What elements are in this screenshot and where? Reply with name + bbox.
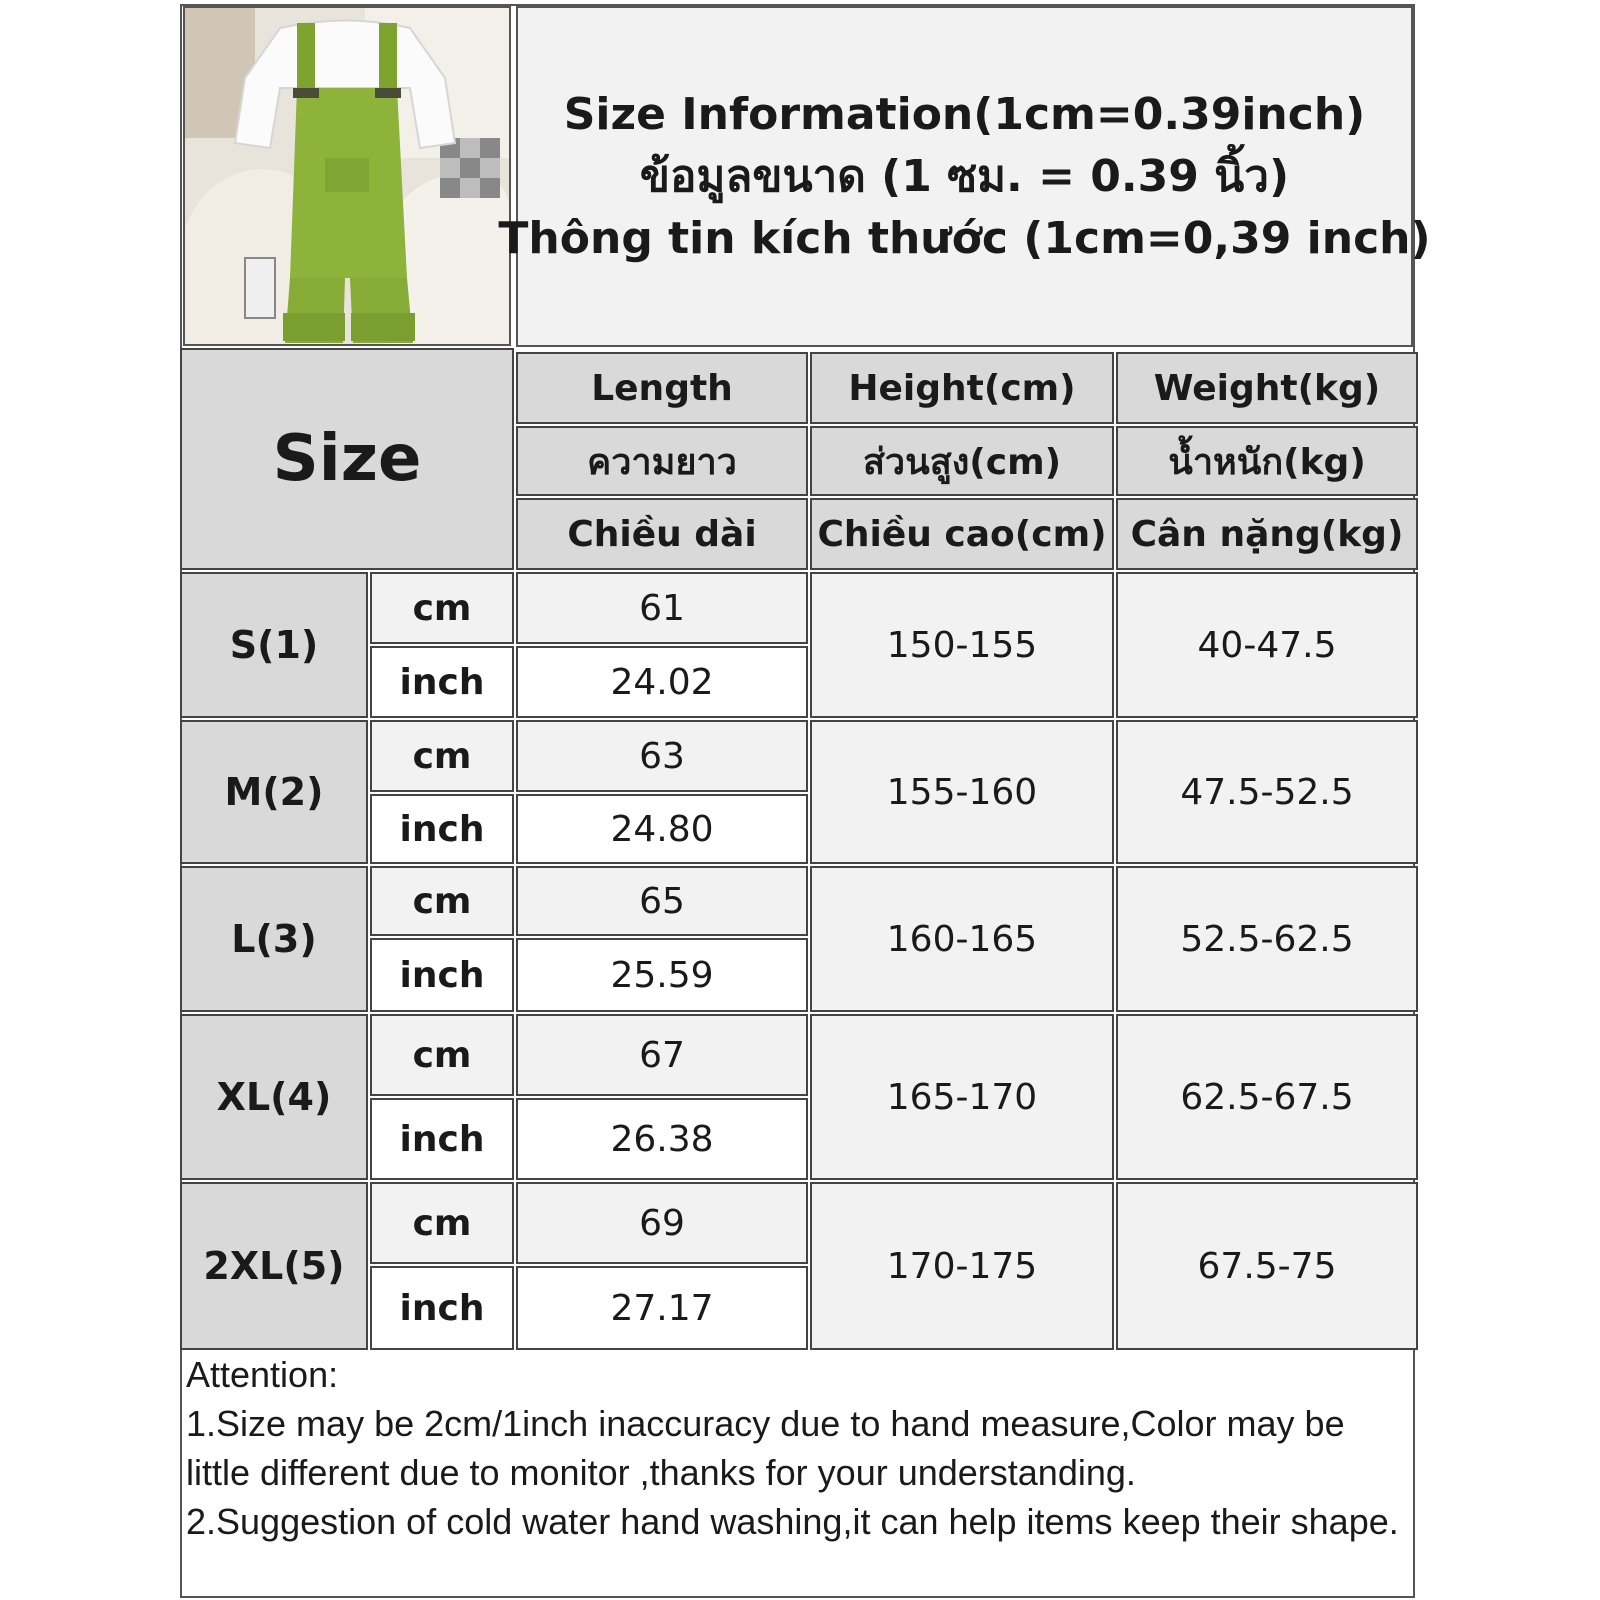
size-label-m: M(2) <box>180 720 368 864</box>
size-label-2xl: 2XL(5) <box>180 1182 368 1350</box>
length-inch-s: 24.02 <box>516 646 808 718</box>
size-information-header <box>498 6 1431 347</box>
height-m: 155-160 <box>810 720 1114 864</box>
unit-cm: cm <box>370 572 514 644</box>
header-line-th: ข้อมูลขนาด (1 ซม. = 0.39 นิ้ว) <box>639 150 1290 202</box>
unit-cm: cm <box>370 1182 514 1264</box>
col-length-vi: Chiều dài <box>516 498 808 570</box>
size-header-cell: Size <box>180 348 514 570</box>
col-length-th: ความยาว <box>516 426 808 496</box>
length-inch-m: 24.80 <box>516 794 808 864</box>
unit-inch: inch <box>370 1098 514 1180</box>
product-photo <box>183 6 511 346</box>
col-length-en: Length <box>516 352 808 424</box>
unit-inch: inch <box>370 794 514 864</box>
unit-inch: inch <box>370 1266 514 1350</box>
weight-m: 47.5-52.5 <box>1116 720 1418 864</box>
col-height-en: Height(cm) <box>810 352 1114 424</box>
header-line-vi: Thông tin kích thước (1cm=0,39 inch) <box>498 212 1431 264</box>
unit-cm: cm <box>370 720 514 792</box>
length-inch-l: 25.59 <box>516 938 808 1012</box>
length-inch-xl: 26.38 <box>516 1098 808 1180</box>
col-weight-th: น้ำหนัก(kg) <box>1116 426 1418 496</box>
length-cm-l: 65 <box>516 866 808 936</box>
length-cm-2xl: 69 <box>516 1182 808 1264</box>
height-s: 150-155 <box>810 572 1114 718</box>
unit-cm: cm <box>370 1014 514 1096</box>
weight-l: 52.5-62.5 <box>1116 866 1418 1012</box>
height-2xl: 170-175 <box>810 1182 1114 1350</box>
unit-cm: cm <box>370 866 514 936</box>
attention-item-1: 1.Size may be 2cm/1inch inaccuracy due to hand measure,Color may be little different due to monitor ,thanks for your understanding. <box>186 1403 1345 1493</box>
length-inch-2xl: 27.17 <box>516 1266 808 1350</box>
size-label-s: S(1) <box>180 572 368 718</box>
unit-inch: inch <box>370 646 514 718</box>
weight-xl: 62.5-67.5 <box>1116 1014 1418 1180</box>
height-xl: 165-170 <box>810 1014 1114 1180</box>
col-weight-vi: Cân nặng(kg) <box>1116 498 1418 570</box>
weight-s: 40-47.5 <box>1116 572 1418 718</box>
length-cm-m: 63 <box>516 720 808 792</box>
col-height-vi: Chiều cao(cm) <box>810 498 1114 570</box>
length-cm-xl: 67 <box>516 1014 808 1096</box>
col-height-th: ส่วนสูง(cm) <box>810 426 1114 496</box>
product-photo-illustration <box>185 8 509 344</box>
length-cm-s: 61 <box>516 572 808 644</box>
size-label-xl: XL(4) <box>180 1014 368 1180</box>
header-line-en: Size Information(1cm=0.39inch) <box>563 88 1366 140</box>
attention-title: Attention: <box>186 1354 339 1395</box>
weight-2xl: 67.5-75 <box>1116 1182 1418 1350</box>
size-label-l: L(3) <box>180 866 368 1012</box>
attention-notes <box>186 1350 1408 1595</box>
height-l: 160-165 <box>810 866 1114 1012</box>
unit-inch: inch <box>370 938 514 1012</box>
attention-item-2: 2.Suggestion of cold water hand washing,it can help items keep their shape. <box>186 1501 1399 1542</box>
col-weight-en: Weight(kg) <box>1116 352 1418 424</box>
